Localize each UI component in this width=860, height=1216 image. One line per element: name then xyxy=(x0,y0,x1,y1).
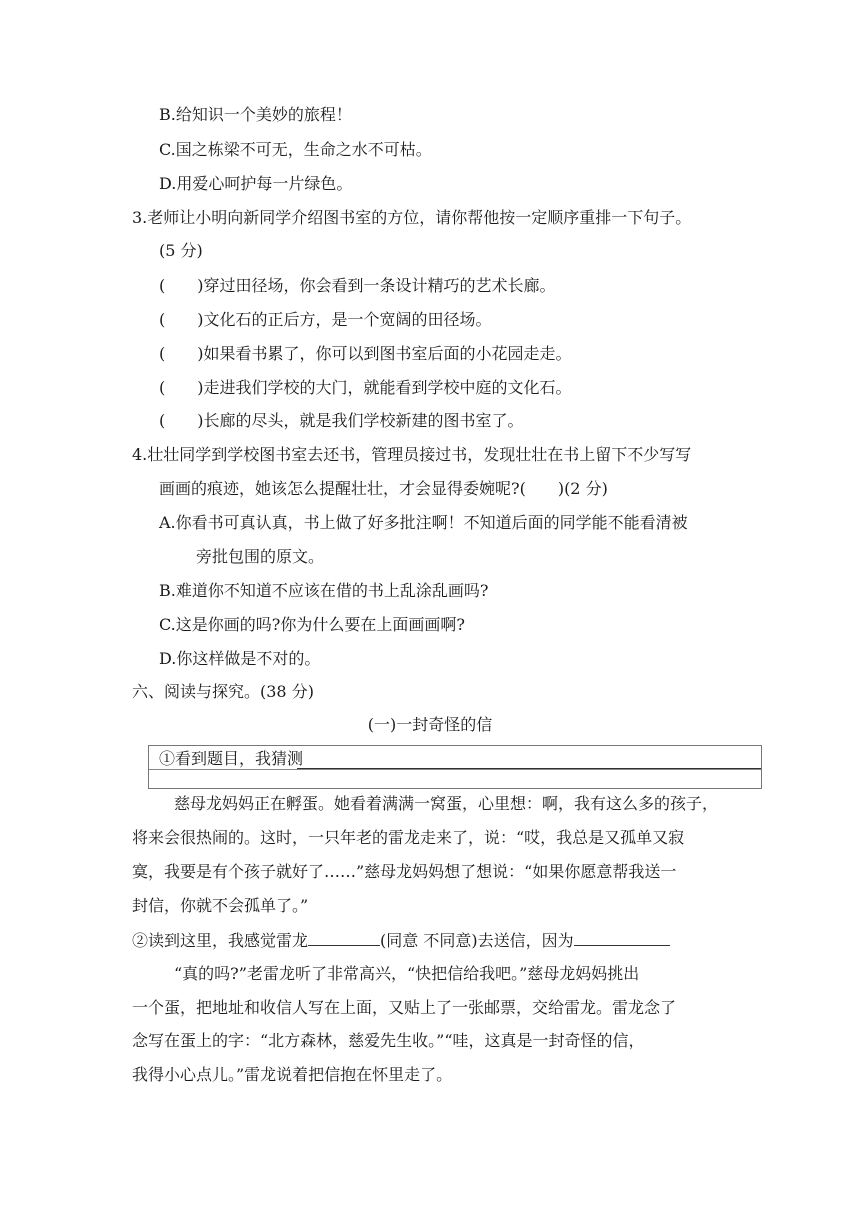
paragraph-1-line3: 寞，我要是有个孩子就好了……”慈母龙妈妈想了想说：“如果你愿意帮我送一 xyxy=(132,862,677,881)
reason-answer-blank[interactable] xyxy=(574,929,670,946)
q4-option-b: B.难道你不知道不应该在借的书上乱涂乱画吗? xyxy=(159,581,489,600)
paragraph-2-line4: 我得小心点儿。”雷龙说着把信抱在怀里走了。 xyxy=(132,1065,453,1084)
paragraph-1-line4: 封信，你就不会孤单了。” xyxy=(132,896,309,915)
guess-box-divider xyxy=(149,769,761,770)
q3-item-5: ( )长廊的尽头，就是我们学校新建的图书室了。 xyxy=(159,411,524,430)
q3-stem-line1: 3.老师让小明向新同学介绍图书室的方位，请你帮他按一定顺序重排一下句子。 xyxy=(132,208,692,227)
paragraph-2-line2: 一个蛋，把地址和收信人写在上面，又贴上了一张邮票，交给雷龙。雷龙念了 xyxy=(132,998,677,1017)
q3-stem-line2: (5 分) xyxy=(159,241,203,260)
q4-option-c: C.这是你画的吗?你为什么要在上面画画啊? xyxy=(159,615,465,634)
q2-option-c: C.国之栋梁不可无，生命之水不可枯。 xyxy=(159,140,432,159)
q3-item-1: ( )穿过田径场，你会看到一条设计精巧的艺术长廊。 xyxy=(159,276,556,295)
q4-option-d: D.你这样做是不对的。 xyxy=(159,649,321,668)
q4-option-a-line1: A.你看书可真认真，书上做了好多批注啊！不知道后面的同学能不能看清被 xyxy=(159,513,688,532)
q3-item-2: ( )文化石的正后方，是一个宽阔的田径场。 xyxy=(159,310,492,329)
q2-option-d: D.用爱心呵护每一片绿色。 xyxy=(159,174,353,193)
passage-title: (一)一封奇怪的信 xyxy=(367,715,493,734)
q3-item-3: ( )如果看书累了，你可以到图书室后面的小花园走走。 xyxy=(159,344,572,363)
guess-prompt: ①看到题目，我猜测 xyxy=(159,749,304,768)
q4-stem-line1: 4.壮壮同学到学校图书室去还书，管理员接过书，发现壮壮在书上留下不少写写 xyxy=(132,445,692,464)
q3-item-4: ( )走进我们学校的大门，就能看到学校中庭的文化石。 xyxy=(159,378,572,397)
q4-stem-line2: 画画的痕迹，她该怎么提醒壮壮，才会显得委婉呢?( )(2 分) xyxy=(159,479,608,498)
paragraph-1-line2: 将来会很热闹的。这时，一只年老的雷龙走来了，说：“哎，我总是又孤单又寂 xyxy=(132,828,685,847)
question-2-middle: (同意 不同意)去送信，因为 xyxy=(380,931,574,950)
section-heading: 六、阅读与探究。(38 分) xyxy=(132,682,314,701)
q2-option-b: B.给知识一个美妙的旅程！ xyxy=(159,105,352,124)
question-2-line xyxy=(132,929,670,952)
question-2-prefix: ②读到这里，我感觉雷龙 xyxy=(132,931,309,950)
guess-box xyxy=(148,745,762,789)
q4-option-a-line2: 旁批包围的原文。 xyxy=(196,547,325,566)
guess-answer-blank[interactable] xyxy=(297,768,761,769)
agree-answer-blank[interactable] xyxy=(308,929,380,946)
paragraph-2-line1: “真的吗?”老雷龙听了非常高兴，“快把信给我吧。”慈母龙妈妈挑出 xyxy=(174,964,640,983)
paragraph-2-line3: 念写在蛋上的字：“北方森林，慈爱先生收。”“哇，这真是一封奇怪的信， xyxy=(132,1031,645,1050)
paragraph-1-line1: 慈母龙妈妈正在孵蛋。她看着满满一窝蛋，心里想：啊，我有这么多的孩子， xyxy=(174,794,719,813)
